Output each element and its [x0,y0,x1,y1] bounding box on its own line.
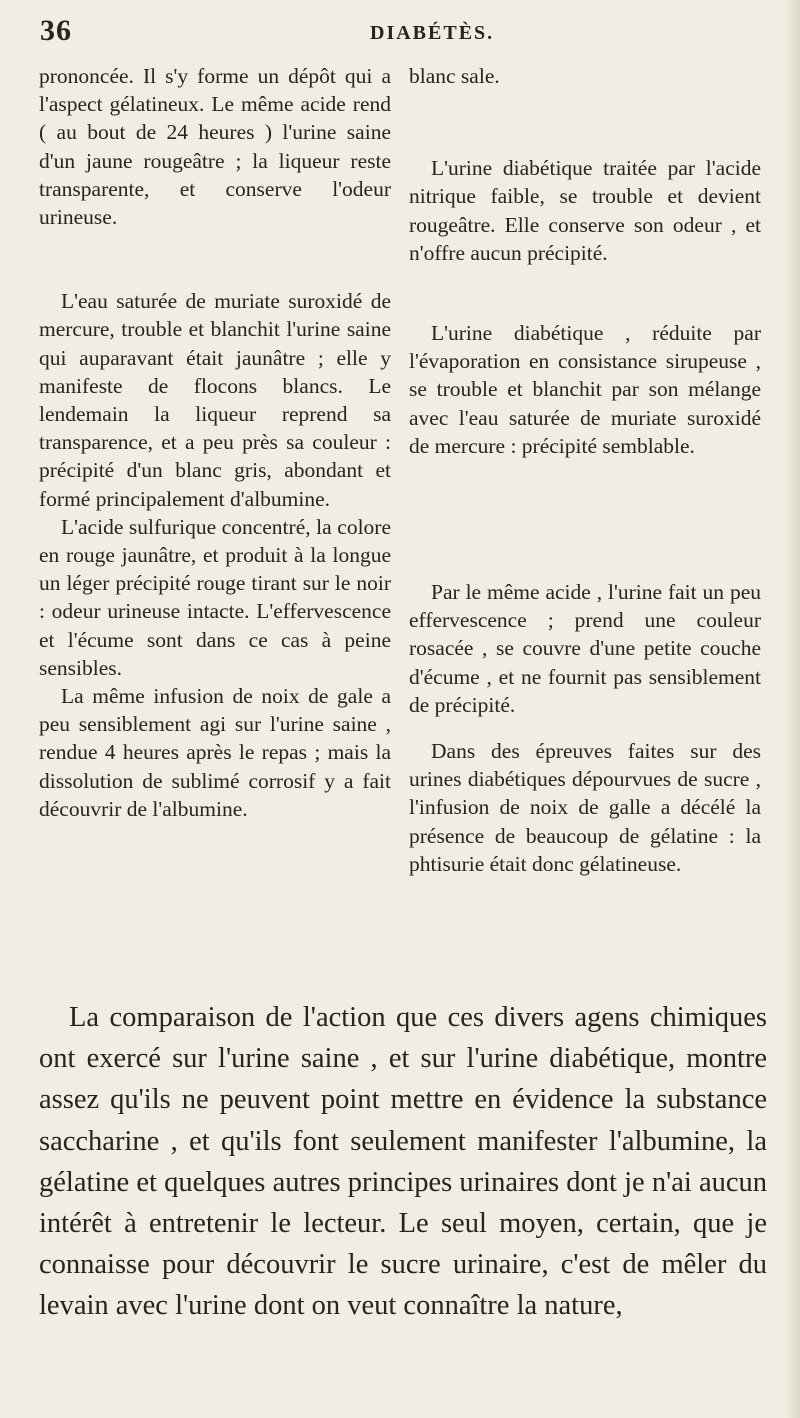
left-paragraph-1: prononcée. Il s'y forme un dépôt qui a l'aspect gélatineux. Le même acide rend ( au bout de 24 heures ) l'urine saine d'un jaune rougeâtre ; la liqueur reste transparente, et conserve l'odeur urineuse. [39,64,391,230]
left-paragraph-2: L'eau saturée de muriate suroxidé de mercure, trouble et blanchit l'urine saine qui auparavant était jaunâtre ; elle y manifeste de flocons blancs. Le lendemain la liqueur reprend sa transparence, et a peu près sa couleur : précipité d'un blanc gris, abondant et formé principalement d'albumine. [39,289,391,511]
right-paragraph-1: blanc sale. [409,64,500,88]
right-column [409,62,761,878]
running-head: DIABÉTÈS. [370,22,495,44]
right-paragraph-3: L'urine diabétique , réduite par l'évaporation en consistance sirupeuse , se trouble et blanchit par son mélange avec l'eau saturée de muriate suroxidé de mercure : précipité semblable. [409,321,761,458]
left-column [39,62,391,823]
left-paragraph-3: L'acide sulfurique concentré, la colore en rouge jaunâtre, et produit à la longue un léger précipité rouge tirant sur le noir : odeur urineuse intacte. L'effervescence et l'écume sont dans ce cas à peine sensibles. [39,514,391,680]
page-number: 36 [40,14,72,47]
page-edge-shadow [786,0,800,1418]
right-paragraph-5: Dans des épreuves faites sur des urines diabétiques dépourvues de sucre , l'infusion de noix de galle a décélé la présence de beaucoup de gélatine : la phtisurie était donc gélatineuse. [409,739,761,876]
right-paragraph-4: Par le même acide , l'urine fait un peu effervescence ; prend une couleur rosacée , se couvre d'une petite couche d'écume , et ne fournit pas sensiblement de précipité. [409,580,761,717]
right-paragraph-2: L'urine diabétique traitée par l'acide nitrique faible, se trouble et devient rougeâtre. Elle conserve son odeur , et n'offre aucun précipité. [409,156,761,265]
left-paragraph-4: La même infusion de noix de gale a peu sensiblement agi sur l'urine saine , rendue 4 heures après le repas ; mais la dissolution de sublimé corrosif y a fait découvrir de l'albumine. [39,684,391,821]
conclusion-paragraph: La comparaison de l'action que ces divers agens chimiques ont exercé sur l'urine saine , et sur l'urine diabétique, montre assez qu'ils ne peuvent point mettre en évidence la substance saccharine , et qu'ils font seulement manifester l'albumine, la gélatine et quelques autres principes urinaires dont je n'ai aucun intérêt à entretenir le lecteur. Le seul moyen, certain, que je connaisse pour découvrir le sucre urinaire, c'est de mêler du levain avec l'urine dont on veut connaître la nature, [39,1002,767,1322]
